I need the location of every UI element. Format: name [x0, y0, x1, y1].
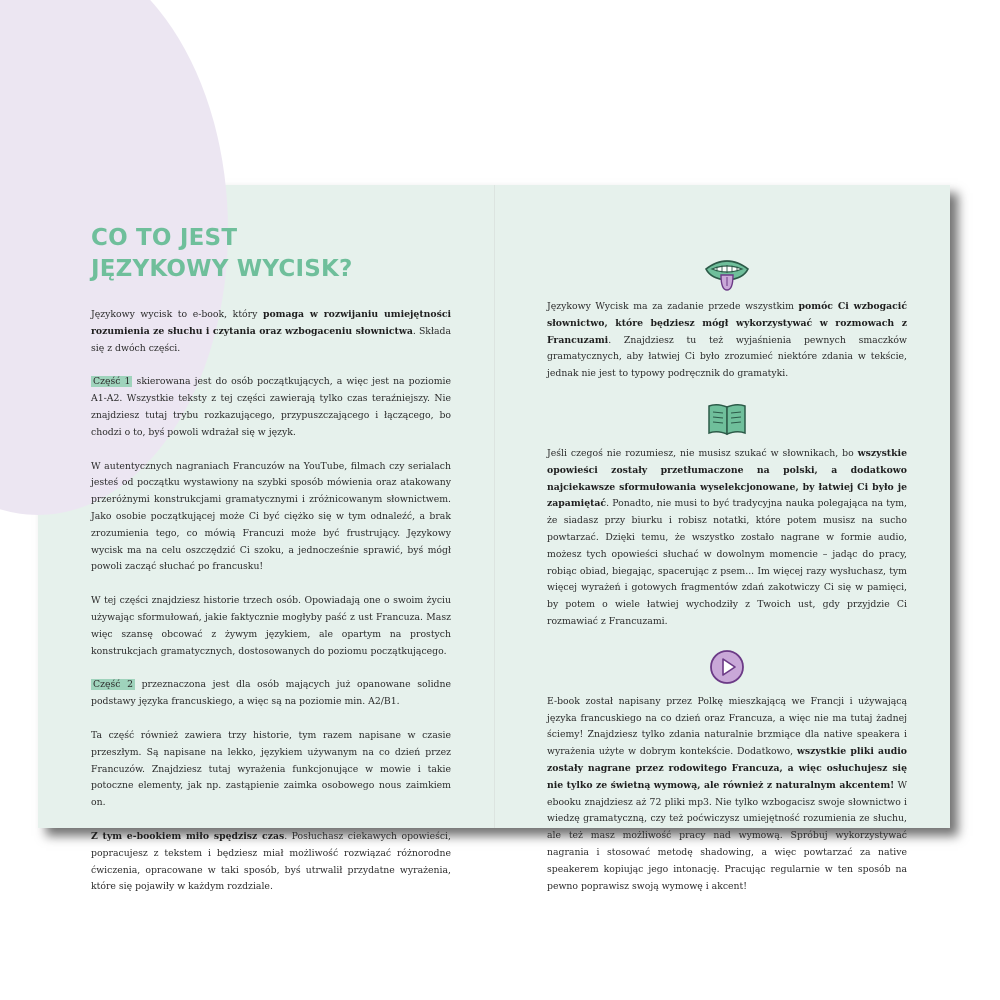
right-paragraph-3 [547, 694, 907, 896]
text: Językowy Wycisk ma za zadanie przede wszystkim [547, 301, 799, 312]
text: E-book został napisany przez Polkę mieszkającą we Francji i używającą języka francuskiego na co dzień oraz Francuza, a więc nie ma tutaj żadnej ściemy! Znajdziesz tylko zdania naturalnie brzmiące dla native speakera i wyrażenia użyte w dobrym kontekście. Dodatkowo, [547, 695, 907, 758]
bold-text: wszystkie opowieści zostały przetłumaczone na polski, a dodatkowo najciekawsze sformułowania wyselekcjonowane, by łatwiej Ci było je zapamiętać [547, 447, 907, 510]
right-paragraph-2 [547, 446, 907, 631]
page-gutter [494, 185, 495, 828]
text: skierowana jest do osób początkujących, a więc jest na poziomie A1-A2. Wszystkie teksty z tej części zawierają tylko czas teraźniejszy. Nie znajdziesz tutaj trybu rozkazującego, przypuszczającego i łączącego, bo chodzi o to, byś powoli wdrażał się w język. [91, 376, 451, 438]
text: przeznaczona jest dla osób mających już opanowane solidne podstawy języka francuskiego, a więc są na poziomie min. A2/B1. [91, 679, 451, 708]
left-page [91, 223, 451, 913]
paragraph-stories: W tej części znajdziesz historie trzech osób. Opowiadają one o swoim życiu używając sformułowań, jakie faktycznie mogłyby paść z ust Francuza. Masz więc szansę obcować z żywym językiem, ale opartym na prostych konstrukcjach gramatycznych, dostosowanych do poziomu początkującego. [91, 595, 451, 657]
part2-paragraph [91, 677, 451, 711]
text: . Składa się z dwóch części. [91, 325, 451, 354]
paragraph-youtube: W autentycznych nagraniach Francuzów na YouTube, filmach czy serialach jesteś od początku wystawiony na szybki sposób mówienia oraz atakowany przeróżnymi konstrukcjami gramatycznymi i zróżnicowanym słownictwem. Jako osobie początkującej może Ci być ciężko się w tym odnaleźć, a brak zrozumienia tego, co mówią Francuzi może być frustrujący. Językowy wycisk ma na celu oszczędzić Ci szoku, a jednocześnie sprawić, byś mógł powoli zacząć słuchać po francusku! [91, 460, 451, 573]
open-book-icon-wrap [547, 400, 907, 440]
bold-text: pomóc Ci wzbogacić słownictwo, które będziesz mógł wykorzystywać w rozmowach z Francuzami [547, 301, 908, 346]
open-book-icon [705, 400, 749, 438]
title-line-1: CO TO JEST [91, 225, 238, 251]
part2-tag: Część 2 [93, 679, 133, 691]
bold-text: wszystkie pliki audio zostały nagrane przez rodowitego Francuza, a więc osłuchujesz się nie tylko ze świetną wymową, ale również z naturalnym akcentem! [547, 746, 907, 791]
text: W ebooku znajdziesz aż 72 pliki mp3. Nie tylko wzbogacisz swoje słownictwo i wiedzę gramatyczną, czy też poćwiczysz umiejętność rozumienia ze słuchu, ale też masz możliwość pracy nad wymową. Spróbuj wykorzystywać nagrania i stosować metodę shadowing, a więc powtarzać za native speakerem kopiując jego intonację. Pracując regularnie w ten sposób na pewno poprawisz swoją wymowę i akcent! [547, 779, 907, 892]
part1-paragraph [91, 374, 451, 441]
tongue-mouth-icon-wrap [547, 255, 907, 295]
text: Jeśli czegoś nie rozumiesz, nie musisz szukać w słownikach, bo [547, 447, 858, 459]
paragraph-summary [91, 829, 451, 896]
play-button-icon-wrap [547, 648, 907, 688]
tongue-mouth-icon [703, 255, 751, 293]
paragraph-past-tense: Ta część również zawiera trzy historie, tym razem napisane w czasie przeszłym. Są napisane na lekko, językiem używanym na co dzień przez Francuzów. Znajdziesz tutaj wyrażenia funkcjonujące w mowie i takie potoczne elementy, jak np. zastąpienie zaimka osobowego nous zaimkiem on. [91, 729, 451, 809]
page-title [91, 223, 451, 285]
intro-paragraph [91, 307, 451, 357]
text: . Posłuchasz ciekawych opowieści, popracujesz z tekstem i będziesz miał możliwość rozwiązać różnorodne ćwiczenia, opracowane w taki sposób, byś utrwalił przydatne wyrażenia, które się pojawiły w każdym rozdziale. [91, 830, 451, 893]
right-paragraph-1 [547, 299, 907, 383]
bold-text: pomaga w rozwijaniu umiejętności rozumienia ze słuchu i czytania oraz wzbogaceniu słownictwa [91, 309, 452, 337]
right-page [547, 255, 907, 912]
bold-text: Z tym e-bookiem miło spędzisz czas [91, 830, 285, 842]
text: Językowy wycisk to e-book, który [91, 309, 263, 320]
text: . Ponadto, nie musi to być tradycyjna nauka polegająca na tym, że siadasz przy biurku i robisz notatki, które potem musisz na sucho powtarzać. Dzięki temu, że wszystko zostało nagrane w formie audio, możesz tych opowieści słuchać w dowolnym momencie – jadąc do pracy, robiąc obiad, biegając, spacerując z psem... Im więcej razy wysłuchasz, tym więcej wyrażeń i gotowych fragmentów zdań zakotwiczy Ci się w pamięci, by potem o wiele łatwiej wychodziły z Twoich ust, gdy przyjdzie Ci rozmawiać z Francuzami. [547, 498, 907, 627]
text: . Znajdziesz tu też wyjaśnienia pewnych smaczków gramatycznych, aby łatwiej Ci było zrozumieć niektóre zdania w tekście, jednak nie jest to typowy podręcznik do gramatyki. [547, 334, 907, 380]
title-line-2: JĘZYKOWY WYCISK? [91, 256, 353, 282]
play-button-icon [708, 648, 746, 686]
book-spread [38, 185, 950, 893]
part1-tag: Część 1 [93, 376, 131, 388]
